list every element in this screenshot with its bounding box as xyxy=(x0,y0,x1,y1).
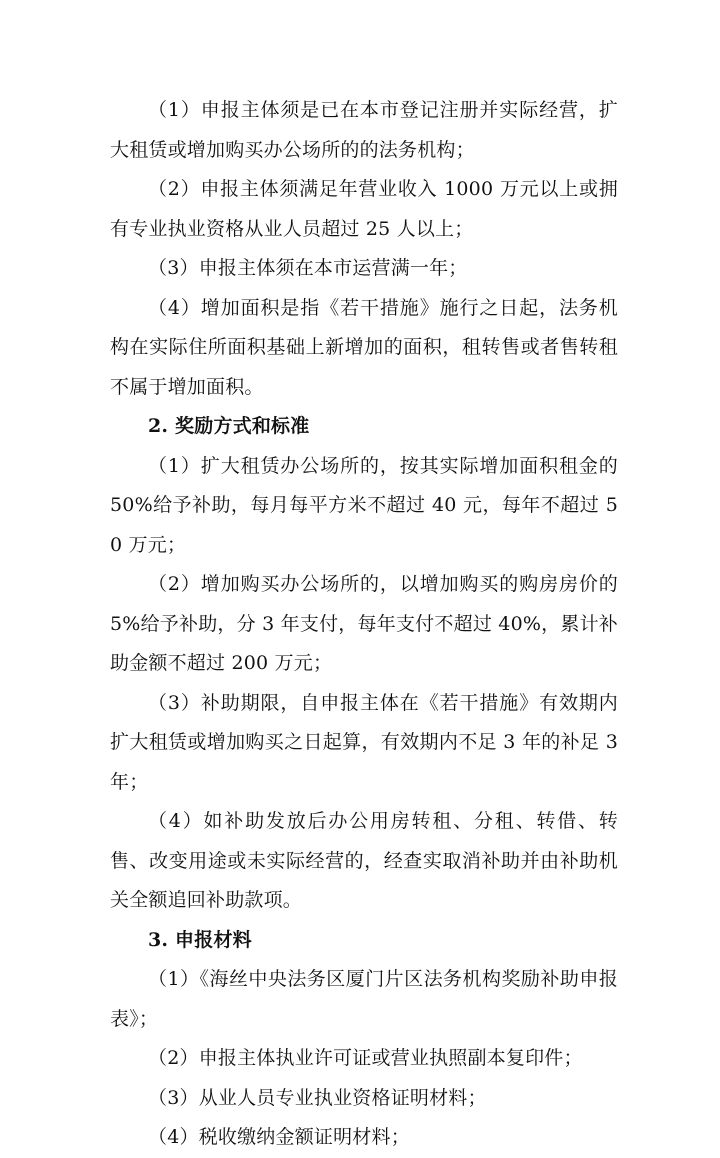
reward-item-1: （1）扩大租赁办公场所的，按其实际增加面积租金的 50%给予补助，每月每平方米不超过 40 元，每年不超过 50 万元； xyxy=(110,454,618,556)
condition-item-1: （1）申报主体须是已在本市登记注册并实际经营，扩大租赁或增加购买办公场所的的法务机构； xyxy=(110,99,618,161)
material-item-3: （3）从业人员专业执业资格证明材料； xyxy=(148,1086,487,1109)
condition-item-2: （2）申报主体须满足年营业收入 1000 万元以上或拥有专业执业资格从业人员超过 25 人以上； xyxy=(110,178,618,240)
reward-item-3: （3）补助期限，自申报主体在《若干措施》有效期内扩大租赁或增加购买之日起算，有效期内不足 3 年的补足 3 年； xyxy=(110,691,618,793)
document-body xyxy=(110,91,618,1158)
section-heading-reward: 2. 奖励方式和标准 xyxy=(148,415,310,437)
material-item-2: （2）申报主体执业许可证或营业执照副本复印件； xyxy=(148,1047,583,1069)
section-heading-materials: 3. 申报材料 xyxy=(148,928,252,951)
material-item-4: （4）税收缴纳金额证明材料； xyxy=(148,1126,410,1148)
material-item-1: （1）《海丝中央法务区厦门片区法务机构奖励补助申报表》； xyxy=(110,968,618,1030)
condition-item-3: （3）申报主体须在本市运营满一年； xyxy=(148,257,468,279)
reward-item-2: （2）增加购买办公场所的，以增加购买的购房房价的 5%给予补助，分 3 年支付，每年支付不超过 40%，累计补助金额不超过 200 万元； xyxy=(110,573,618,674)
condition-item-4: （4）增加面积是指《若干措施》施行之日起，法务机构在实际住所面积基础上新增加的面积，租转售或者售转租不属于增加面积。 xyxy=(110,296,618,398)
reward-item-4: （4）如补助发放后办公用房转租、分租、转借、转售、改变用途或未实际经营的，经查实取消补助并由补助机关全额追回补助款项。 xyxy=(110,810,618,911)
